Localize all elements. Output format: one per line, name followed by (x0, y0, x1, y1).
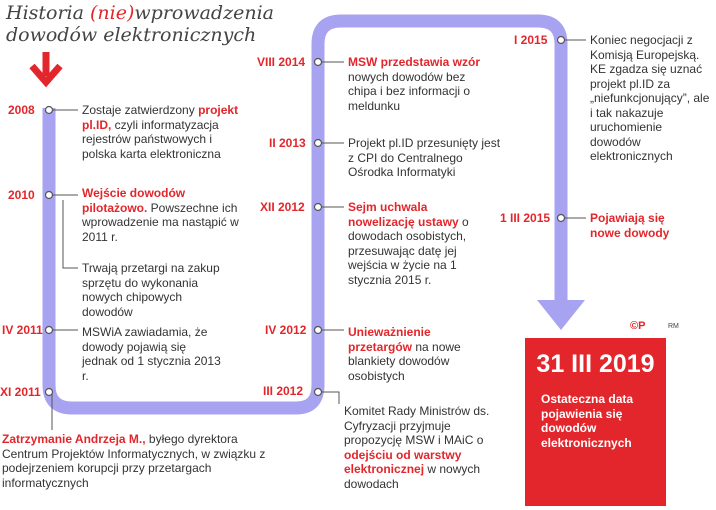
dot-1-iii-2015 (558, 215, 565, 222)
dot-2010 (46, 192, 53, 199)
dot-ii-2013 (315, 140, 322, 147)
title-line-2: dowodów elektronicznych (6, 24, 257, 46)
date-label: 2010 (8, 188, 35, 202)
event-highlight: odejściu od warstwy elektronicznej (344, 447, 462, 476)
final-date: 31 III 2019 (536, 350, 655, 378)
dot-iv-2012 (315, 327, 322, 334)
event-text-post: czyli informatyzacja rejestrów państwowych i polska karta elektroniczna (82, 117, 221, 161)
date-label: I 2015 (514, 33, 548, 47)
date-label: 2008 (8, 103, 35, 117)
final-date-box (525, 338, 666, 506)
date-label: III 2012 (263, 384, 304, 398)
event-text: Projekt pl.ID przesunięty jest z CPI do Centralnego Ośrodka Informatyki (348, 136, 501, 179)
event-highlight: Pojawiają się nowe dowody (590, 211, 670, 240)
author-initials: RM (668, 323, 679, 330)
date-label: XI 2011 (0, 385, 41, 399)
event-text-post: w nowych dowodach (344, 462, 481, 491)
event-text (348, 55, 488, 113)
event-text-post: o dowodach osobistych, przesuwając datę jej wejścia w życie na 1 stycznia 2015 r. (348, 214, 469, 287)
date-label: VIII 2014 (257, 55, 306, 69)
event-text-post: Powszechne ich wprowadzenie ma nastąpić w 2011 r. (82, 200, 239, 244)
event-highlight: Unieważnienie przetargów (348, 325, 431, 354)
dot-iv-2011 (46, 327, 53, 334)
event-highlight: MSW przedstawia wzór (348, 55, 481, 69)
title-part-1: Historia (6, 2, 90, 24)
event-highlight: Wejście dowodów pilotażowo. (82, 186, 186, 215)
copyright-mark: ©P (630, 320, 646, 332)
event-text: Trwają przetargi na zakup sprzętu do wykonania nowych chipowych dowodów (82, 261, 220, 319)
event-text (348, 200, 473, 287)
date-label: II 2013 (269, 136, 306, 150)
event-text (82, 186, 242, 244)
event-text (590, 211, 670, 240)
event-text-post: byłego dyrektora Centrum Projektów Informatycznych, w związku z podejrzeniem korupcji przy przetargach informatycznych (2, 432, 266, 490)
start-arrow-icon (32, 52, 60, 82)
event-text (82, 103, 242, 161)
event-text: Koniec negocjacji z Komisją Europejską. KE zgadza się uznać projekt pl.ID za „niefunkcjonujący”, ale i tak nakazuje uruchomienie dowodów elektronicznych (590, 33, 710, 163)
dot-viii-2014 (315, 59, 322, 66)
dot-xi-2011 (46, 389, 53, 396)
event-highlight: projekt pl.ID, (82, 103, 239, 132)
date-label: 1 III 2015 (500, 211, 551, 225)
end-arrow-icon (537, 300, 585, 330)
event-text-pre: Zostaje zatwierdzony (82, 103, 199, 117)
event-text (2, 432, 282, 490)
date-label: IV 2012 (265, 323, 307, 337)
event-text-post: nowych dowodów bez chipa i bez informacji o meldunku (348, 69, 471, 113)
date-label: XII 2012 (260, 200, 305, 214)
final-description: Ostateczna data pojawienia się dowodów elektronicznych (541, 392, 634, 450)
title-highlight: (nie) (90, 2, 135, 24)
dot-i-2015 (558, 37, 565, 44)
dot-iii-2012 (315, 389, 322, 396)
title-part-2: wprowadzenia (134, 2, 274, 24)
date-label: IV 2011 (2, 323, 43, 337)
event-text: MSWiA zawiadamia, że dowody pojawią się jednak od 1 stycznia 2013 r. (82, 325, 221, 383)
event-highlight: Sejm uchwala nowelizację ustawy (348, 200, 459, 229)
dot-xii-2012 (315, 204, 322, 211)
event-text (348, 325, 483, 383)
event-text (344, 404, 509, 491)
event-highlight: Zatrzymanie Andrzeja M., (2, 432, 146, 446)
dot-2008 (46, 107, 53, 114)
event-text-post: na nowe blankiety dowodów osobistych (348, 339, 461, 383)
event-text-pre: Komitet Rady Ministrów ds. Cyfryzacji przyjmuje propozycję MSW i MAiC o (344, 404, 490, 447)
